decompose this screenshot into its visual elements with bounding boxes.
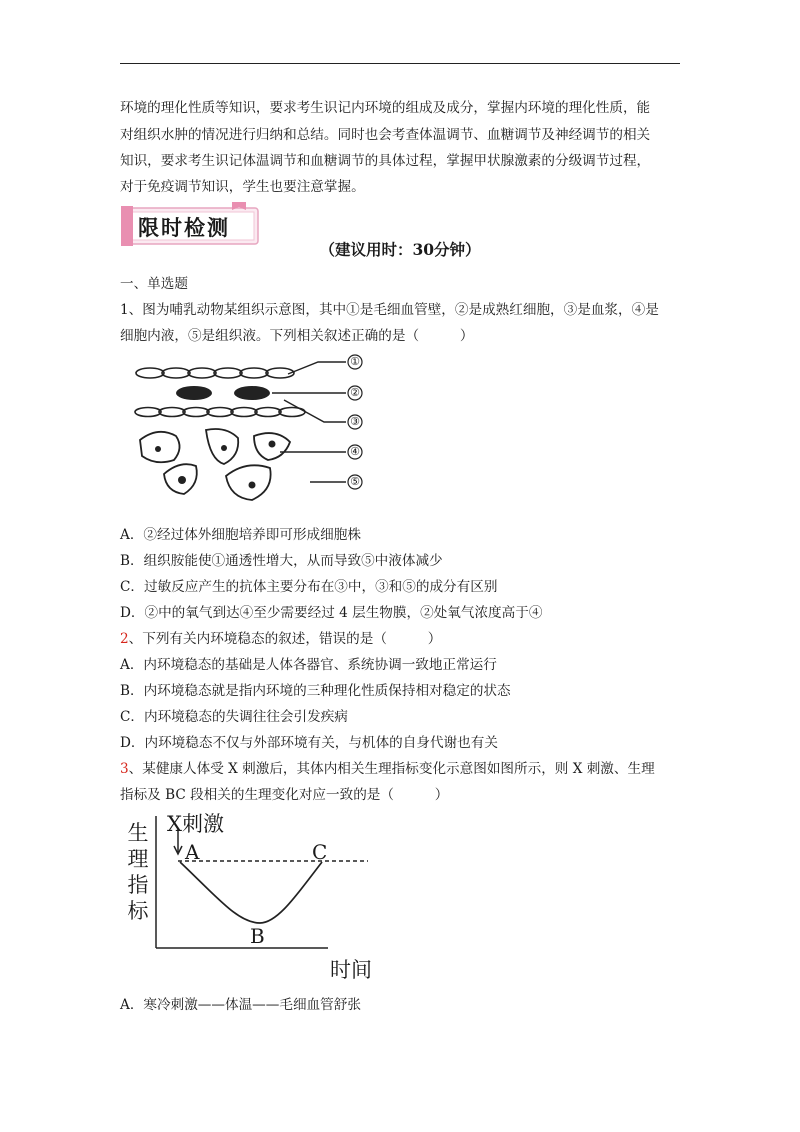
option-b: B．内环境稳态就是指内环境的三种理化性质保持相对稳定的状态	[120, 683, 511, 699]
point-c-label: C	[312, 840, 328, 864]
capillary-wall-bottom	[135, 408, 305, 417]
point-a-label: A	[185, 840, 200, 864]
question-number: 1	[120, 302, 129, 318]
section-heading: 一、单选题	[120, 276, 188, 292]
red-blood-cells	[176, 386, 270, 400]
capillary-wall-top	[136, 368, 294, 378]
cell-nuclei	[155, 441, 276, 489]
question-stem: 2、下列有关内环境稳态的叙述，错误的是（ ）	[120, 631, 442, 647]
graph-stimulus-label: X刺激	[167, 812, 224, 836]
leader-lines	[272, 362, 346, 482]
option-d: D．②中的氧气到达④至少需要经过 4 层生物膜，②处氧气浓度高于④	[120, 605, 543, 621]
graph-y-label: 生 理 指 标	[127, 821, 149, 923]
response-curve	[180, 862, 322, 923]
intro-line: 对于免疫调节知识，学生也要注意掌握。	[120, 179, 365, 195]
label-2: ②	[350, 386, 360, 399]
tissue-cells	[140, 429, 290, 500]
question-number: 2	[120, 631, 129, 647]
option-d: D．内环境稳态不仅与外部环境有关，与机体的自身代谢也有关	[120, 735, 498, 751]
point-b-label: B	[250, 924, 265, 948]
option-c: C．过敏反应产生的抗体主要分布在③中，③和⑤的成分有区别	[120, 579, 498, 595]
intro-line: 环境的理化性质等知识，要求考生识记内环境的组成及成分，掌握内环境的理化性质，能	[120, 100, 651, 116]
graph-x-label: 时间	[330, 958, 372, 982]
question-stem-line2: 细胞内液，⑤是组织液。下列相关叙述正确的是（ ）	[120, 328, 474, 344]
header-rule	[120, 63, 680, 64]
option-a: A．寒冷刺激——体温——毛细血管舒张	[120, 997, 361, 1013]
label-3: ③	[350, 415, 360, 428]
option-a: A．内环境稳态的基础是人体各器官、系统协调一致地正常运行	[120, 657, 497, 673]
suggested-time: （建议用时：30分钟）	[319, 240, 481, 259]
option-a: A．②经过体外细胞培养即可形成细胞株	[120, 527, 361, 543]
intro-line: 知识，要求考生识记体温调节和血糖调节的具体过程，掌握甲状腺激素的分级调节过程，	[120, 153, 651, 169]
question-stem: 1、图为哺乳动物某组织示意图，其中①是毛细血管壁，②是成熟红细胞，③是血浆，④是	[120, 302, 659, 318]
tissue-diagram	[128, 348, 378, 508]
label-5: ⑤	[350, 475, 360, 488]
option-b: B．组织胺能使①通透性增大，从而导致⑤中液体减少	[120, 553, 443, 569]
label-4: ④	[350, 445, 360, 458]
question-number: 3	[120, 761, 129, 777]
intro-line: 对组织水肿的情况进行归纳和总结。同时也会考查体温调节、血糖调节及神经调节的相关	[120, 127, 651, 143]
question-stem-line2: 指标及 BC 段相关的生理变化对应一致的是（ ）	[120, 787, 449, 803]
question-stem: 3、某健康人体受 X 刺激后，其体内相关生理指标变化示意图如图所示，则 X 刺激、生理	[120, 761, 655, 777]
badge-title: 限时检测	[138, 215, 230, 240]
option-c: C．内环境稳态的失调往往会引发疾病	[120, 709, 348, 725]
label-1: ①	[350, 355, 360, 368]
